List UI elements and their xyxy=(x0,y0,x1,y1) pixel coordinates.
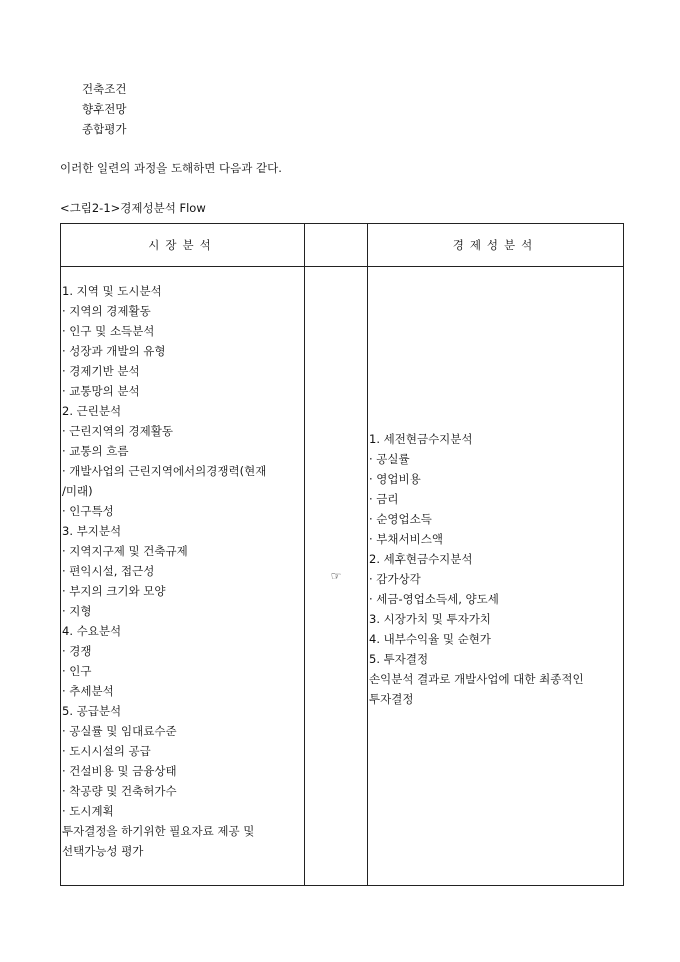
market-analysis-line: · 건설비용 및 금융상태 xyxy=(62,764,177,778)
feasibility-analysis-line: 투자결정 xyxy=(369,692,414,706)
feasibility-analysis-line: 3. 시장가치 및 투자가치 xyxy=(369,612,491,626)
feasibility-analysis-line: · 감가상각 xyxy=(369,572,421,586)
market-analysis-content xyxy=(61,267,305,886)
market-analysis-line: · 인구 및 소득분석 xyxy=(62,324,155,338)
pointing-hand-icon: ☞ xyxy=(330,569,342,583)
market-analysis-line: · 부지의 크기와 모양 xyxy=(62,584,166,598)
market-analysis-line: 1. 지역 및 도시분석 xyxy=(62,284,162,298)
market-analysis-line: · 편익시설, 접근성 xyxy=(62,564,155,578)
market-analysis-line: · 근린지역의 경제활동 xyxy=(62,424,173,438)
intro-list xyxy=(82,79,126,139)
market-analysis-line: · 추세분석 xyxy=(62,684,114,698)
market-analysis-line: · 지역의 경제활동 xyxy=(62,304,151,318)
feasibility-analysis-line: · 부채서비스액 xyxy=(369,532,443,546)
feasibility-analysis-line: 2. 세후현금수지분석 xyxy=(369,552,473,566)
market-analysis-line: · 공실률 및 임대료수준 xyxy=(62,724,177,738)
market-analysis-line: · 착공량 및 건축허가수 xyxy=(62,784,177,798)
figure-caption: <그림2-1>경제성분석 Flow xyxy=(60,201,206,215)
feasibility-analysis-header: 경제성분석 xyxy=(368,224,624,267)
arrow-cell xyxy=(305,267,368,886)
feasibility-analysis-line: · 영업비용 xyxy=(369,472,421,486)
feasibility-analysis-line: · 금리 xyxy=(369,492,399,506)
market-analysis-line: /미래) xyxy=(62,484,93,498)
market-analysis-line: · 지역지구제 및 건축규제 xyxy=(62,544,188,558)
feasibility-analysis-list xyxy=(369,267,623,709)
market-analysis-line: · 경제기반 분석 xyxy=(62,364,140,378)
market-analysis-line: · 도시계획 xyxy=(62,804,114,818)
market-analysis-line: · 도시시설의 공급 xyxy=(62,744,151,758)
market-analysis-line: 2. 근린분석 xyxy=(62,404,122,418)
market-analysis-line: · 교통의 흐름 xyxy=(62,444,129,458)
feasibility-analysis-line: 손익분석 결과로 개발사업에 대한 최종적인 xyxy=(369,672,584,686)
market-analysis-line: · 교통망의 분석 xyxy=(62,384,140,398)
intro-item-building-conditions: 건축조건 xyxy=(82,82,127,96)
market-analysis-line: 5. 공급분석 xyxy=(62,704,122,718)
feasibility-analysis-line: 1. 세전현금수지분석 xyxy=(369,432,473,446)
market-analysis-line: 선택가능성 평가 xyxy=(62,844,144,858)
market-analysis-line: · 경쟁 xyxy=(62,644,92,658)
market-analysis-line: · 지형 xyxy=(62,604,92,618)
flow-table xyxy=(60,223,624,886)
market-analysis-list xyxy=(62,281,304,861)
feasibility-analysis-line: 4. 내부수익율 및 순현가 xyxy=(369,632,491,646)
market-analysis-line: · 개발사업의 근린지역에서의경쟁력(현재 xyxy=(62,464,267,478)
market-analysis-line: · 성장과 개발의 유형 xyxy=(62,344,166,358)
intro-item-overall-evaluation: 종합평가 xyxy=(82,122,127,136)
feasibility-analysis-line: · 공실률 xyxy=(369,452,410,466)
feasibility-analysis-line: · 세금-영업소득세, 양도세 xyxy=(369,592,499,606)
market-analysis-line: 3. 부지분석 xyxy=(62,524,122,538)
feasibility-analysis-line: 5. 투자결정 xyxy=(369,652,429,666)
intro-sentence: 이러한 일련의 과정을 도해하면 다음과 같다. xyxy=(60,161,282,175)
feasibility-analysis-content xyxy=(368,267,624,886)
market-analysis-header: 시장분석 xyxy=(61,224,305,267)
flow-table-header-row xyxy=(61,224,624,267)
flow-table-body-row xyxy=(61,267,624,886)
arrow-header-cell xyxy=(305,224,368,267)
market-analysis-line: 투자결정을 하기위한 필요자료 제공 및 xyxy=(62,824,255,838)
intro-item-outlook: 향후전망 xyxy=(82,102,127,116)
market-analysis-line: · 인구특성 xyxy=(62,504,114,518)
market-analysis-line: · 인구 xyxy=(62,664,92,678)
market-analysis-line: 4. 수요분석 xyxy=(62,624,122,638)
feasibility-analysis-line: · 순영업소득 xyxy=(369,512,432,526)
